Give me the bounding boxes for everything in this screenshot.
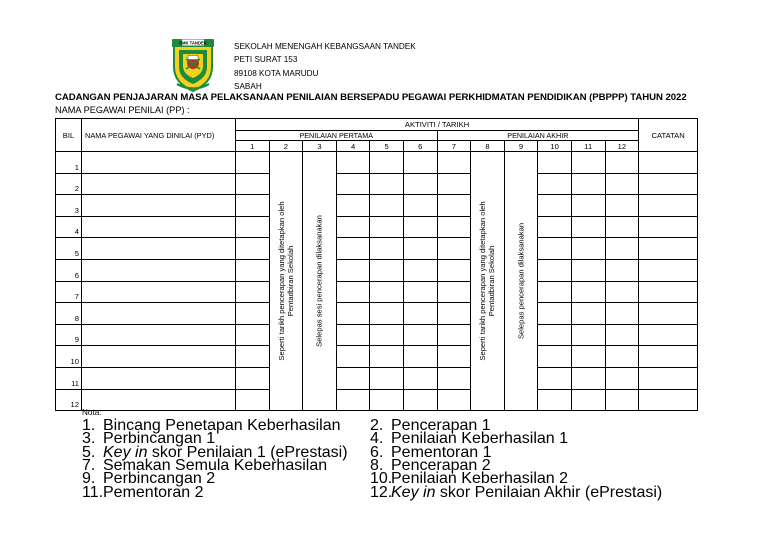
date-cell[interactable] xyxy=(236,281,270,303)
note-text: Penilaian Keberhasilan 2 xyxy=(391,470,569,488)
date-cell[interactable] xyxy=(336,303,370,325)
date-cell[interactable] xyxy=(437,259,471,281)
pyd-name-cell[interactable] xyxy=(82,367,236,389)
document-title: CADANGAN PENJAJARAN MASA PELAKSANAAN PENILAIAN BERSEPADU PEGAWAI PERKHIDMATAN PENDIDIKAN (PBPPP) TAHUN 2022 xyxy=(55,92,687,103)
date-cell[interactable] xyxy=(403,346,437,368)
date-cell[interactable] xyxy=(605,216,639,238)
catatan-cell[interactable] xyxy=(639,281,698,303)
date-cell[interactable] xyxy=(236,259,270,281)
table-row xyxy=(56,195,698,217)
column-number-4: 4 xyxy=(336,141,370,152)
date-cell[interactable] xyxy=(437,173,471,195)
date-cell[interactable] xyxy=(437,238,471,260)
date-cell[interactable] xyxy=(370,259,404,281)
date-cell[interactable] xyxy=(538,324,572,346)
date-cell[interactable] xyxy=(403,367,437,389)
school-crest-logo xyxy=(168,37,218,93)
row-number: 11 xyxy=(56,367,82,389)
date-cell[interactable] xyxy=(605,259,639,281)
date-cell[interactable] xyxy=(370,216,404,238)
date-cell[interactable] xyxy=(571,195,605,217)
note-text: skor Penilaian Akhir (ePrestasi) xyxy=(435,483,663,501)
date-cell[interactable] xyxy=(236,216,270,238)
date-cell[interactable] xyxy=(538,281,572,303)
date-cell[interactable] xyxy=(236,367,270,389)
catatan-cell[interactable] xyxy=(639,367,698,389)
row-number: 3 xyxy=(56,195,82,217)
date-cell[interactable] xyxy=(236,195,270,217)
date-cell[interactable] xyxy=(236,389,270,411)
vertical-text-line: Pentadbiran Sekolah xyxy=(285,245,295,317)
catatan-cell[interactable] xyxy=(639,152,698,174)
header-final-assessment: PENILAIAN AKHIR xyxy=(437,131,639,141)
date-cell[interactable] xyxy=(538,346,572,368)
note-text: Bincang Penetapan Keberhasilan xyxy=(103,417,341,434)
date-cell[interactable] xyxy=(370,346,404,368)
note-text: Perbincangan 1 xyxy=(103,430,216,448)
date-cell[interactable] xyxy=(336,238,370,260)
table-row xyxy=(56,216,698,238)
date-cell[interactable] xyxy=(403,259,437,281)
date-cell[interactable] xyxy=(437,346,471,368)
note-item xyxy=(82,483,204,501)
date-cell[interactable] xyxy=(336,195,370,217)
date-cell[interactable] xyxy=(370,389,404,411)
vertical-instruction-text xyxy=(517,223,526,339)
date-cell[interactable] xyxy=(605,324,639,346)
row-number: 10 xyxy=(56,346,82,368)
catatan-cell[interactable] xyxy=(639,238,698,260)
merged-note-column-2 xyxy=(269,152,303,411)
row-number: 1 xyxy=(56,152,82,174)
catatan-cell[interactable] xyxy=(639,259,698,281)
row-number: 7 xyxy=(56,281,82,303)
date-cell[interactable] xyxy=(571,238,605,260)
date-cell[interactable] xyxy=(571,216,605,238)
date-cell[interactable] xyxy=(571,303,605,325)
date-cell[interactable] xyxy=(538,238,572,260)
row-number: 4 xyxy=(56,216,82,238)
date-cell[interactable] xyxy=(403,389,437,411)
pyd-name-cell[interactable] xyxy=(82,152,236,174)
table-row xyxy=(56,346,698,368)
date-cell[interactable] xyxy=(538,303,572,325)
date-cell[interactable] xyxy=(571,324,605,346)
note-number: 5. xyxy=(82,443,96,461)
column-number-6: 6 xyxy=(403,141,437,152)
table-row xyxy=(56,367,698,389)
row-number: 8 xyxy=(56,303,82,325)
vertical-text-line: Pentadbiran Sekolah xyxy=(487,245,497,317)
table-row xyxy=(56,389,698,411)
date-cell[interactable] xyxy=(403,281,437,303)
merged-note-column-8 xyxy=(471,152,505,411)
note-text: Pencerapan 2 xyxy=(391,456,491,474)
date-cell[interactable] xyxy=(571,281,605,303)
date-cell[interactable] xyxy=(437,324,471,346)
table-row xyxy=(56,152,698,174)
date-cell[interactable] xyxy=(336,367,370,389)
date-cell[interactable] xyxy=(437,281,471,303)
row-number: 12 xyxy=(56,389,82,411)
vertical-text-line: Seperti tarikh pencerapan yang ditetapkan oleh xyxy=(276,201,286,361)
school-address xyxy=(234,40,416,94)
column-number-10: 10 xyxy=(538,141,572,152)
date-cell[interactable] xyxy=(336,259,370,281)
catatan-cell[interactable] xyxy=(639,216,698,238)
date-cell[interactable] xyxy=(370,152,404,174)
date-cell[interactable] xyxy=(403,152,437,174)
date-cell[interactable] xyxy=(236,238,270,260)
note-text: skor Penilaian 1 (ePrestasi) xyxy=(147,443,348,461)
pyd-name-cell[interactable] xyxy=(82,303,236,325)
merged-note-column-3 xyxy=(303,152,337,411)
school-name: SEKOLAH MENENGAH KEBANGSAAN TANDEK xyxy=(234,42,416,51)
date-cell[interactable] xyxy=(403,195,437,217)
column-number-7: 7 xyxy=(437,141,471,152)
vertical-text-line: Selepas pencerapan dilaksanakan xyxy=(516,223,526,340)
date-cell[interactable] xyxy=(605,346,639,368)
note-number: 11. xyxy=(82,483,104,501)
date-cell[interactable] xyxy=(571,152,605,174)
school-postcode-city: 89108 KOTA MARUDU xyxy=(234,68,319,78)
date-cell[interactable] xyxy=(336,173,370,195)
header-first-assessment: PENILAIAN PERTAMA xyxy=(236,131,438,141)
column-number-8: 8 xyxy=(471,141,505,152)
date-cell[interactable] xyxy=(403,303,437,325)
note-text: Pencerapan 1 xyxy=(391,417,491,434)
date-cell[interactable] xyxy=(437,303,471,325)
catatan-cell[interactable] xyxy=(639,389,698,411)
note-number: 12. xyxy=(370,483,393,501)
row-number: 5 xyxy=(56,238,82,260)
table-row xyxy=(56,259,698,281)
date-cell[interactable] xyxy=(403,238,437,260)
table-row xyxy=(56,281,698,303)
note-number: 6. xyxy=(370,443,384,461)
note-number: 2. xyxy=(370,417,384,434)
date-cell[interactable] xyxy=(236,152,270,174)
date-cell[interactable] xyxy=(605,367,639,389)
date-cell[interactable] xyxy=(538,259,572,281)
date-cell[interactable] xyxy=(538,152,572,174)
row-number: 9 xyxy=(56,324,82,346)
note-number: 8. xyxy=(370,456,384,474)
date-cell[interactable] xyxy=(403,324,437,346)
date-cell[interactable] xyxy=(336,324,370,346)
note-number: 7. xyxy=(82,456,96,474)
school-po-box: PETI SURAT 153 xyxy=(234,55,298,65)
date-cell[interactable] xyxy=(605,389,639,411)
header-catatan: CATATAN xyxy=(639,119,698,152)
catatan-cell[interactable] xyxy=(639,324,698,346)
column-number-2: 2 xyxy=(269,141,303,152)
note-text: Pementoran 1 xyxy=(391,443,492,461)
date-cell[interactable] xyxy=(336,389,370,411)
pyd-name-cell[interactable] xyxy=(82,281,236,303)
date-cell[interactable] xyxy=(605,238,639,260)
catatan-cell[interactable] xyxy=(639,303,698,325)
catatan-cell[interactable] xyxy=(639,173,698,195)
date-cell[interactable] xyxy=(571,346,605,368)
date-cell[interactable] xyxy=(403,173,437,195)
note-text: Semakan Semula Keberhasilan xyxy=(103,456,328,474)
note-number: 4. xyxy=(370,430,384,448)
note-text: Perbincangan 2 xyxy=(103,470,216,488)
date-cell[interactable] xyxy=(336,281,370,303)
date-cell[interactable] xyxy=(437,195,471,217)
date-cell[interactable] xyxy=(437,216,471,238)
date-cell[interactable] xyxy=(605,281,639,303)
note-text: Penilaian Keberhasilan 1 xyxy=(391,430,569,448)
note-text: Pementoran 2 xyxy=(103,483,204,501)
note-item xyxy=(370,483,663,501)
date-cell[interactable] xyxy=(437,389,471,411)
vertical-instruction-text xyxy=(315,215,324,347)
table-row xyxy=(56,303,698,325)
date-cell[interactable] xyxy=(538,195,572,217)
svg-text:SMK TANDEK: SMK TANDEK xyxy=(179,40,207,46)
pyd-name-cell[interactable] xyxy=(82,389,236,411)
pyd-name-cell[interactable] xyxy=(82,195,236,217)
table-row xyxy=(56,324,698,346)
date-cell[interactable] xyxy=(370,281,404,303)
column-number-12: 12 xyxy=(605,141,639,152)
pyd-name-cell[interactable] xyxy=(82,216,236,238)
date-cell[interactable] xyxy=(538,389,572,411)
date-cell[interactable] xyxy=(571,259,605,281)
evaluator-name-label: NAMA PEGAWAI PENILAI (PP) : xyxy=(55,105,190,115)
pyd-name-cell[interactable] xyxy=(82,346,236,368)
note-emphasis: Key in xyxy=(391,483,436,501)
date-cell[interactable] xyxy=(437,367,471,389)
catatan-cell[interactable] xyxy=(639,346,698,368)
date-cell[interactable] xyxy=(605,173,639,195)
date-cell[interactable] xyxy=(236,324,270,346)
note-emphasis: Key in xyxy=(103,443,148,461)
note-number: 3. xyxy=(82,430,96,448)
header-bil: BIL xyxy=(56,119,82,152)
date-cell[interactable] xyxy=(605,195,639,217)
header-pyd-name: NAMA PEGAWAI YANG DINILAI (PYD) xyxy=(82,119,236,152)
date-cell[interactable] xyxy=(370,195,404,217)
date-cell[interactable] xyxy=(538,216,572,238)
note-number: 9. xyxy=(82,470,96,488)
date-cell[interactable] xyxy=(370,238,404,260)
date-cell[interactable] xyxy=(370,173,404,195)
column-number-1: 1 xyxy=(236,141,270,152)
date-cell[interactable] xyxy=(538,367,572,389)
note-number: 10. xyxy=(370,470,393,488)
date-cell[interactable] xyxy=(370,303,404,325)
pyd-name-cell[interactable] xyxy=(82,173,236,195)
date-cell[interactable] xyxy=(605,303,639,325)
pyd-name-cell[interactable] xyxy=(82,259,236,281)
notes-heading: Nota: xyxy=(82,408,102,417)
catatan-cell[interactable] xyxy=(639,195,698,217)
date-cell[interactable] xyxy=(236,303,270,325)
school-state: SABAH xyxy=(234,82,262,92)
date-cell[interactable] xyxy=(336,346,370,368)
vertical-instruction-text xyxy=(277,201,295,360)
column-number-5: 5 xyxy=(370,141,404,152)
merged-note-column-9 xyxy=(504,152,538,411)
column-number-3: 3 xyxy=(303,141,337,152)
date-cell[interactable] xyxy=(571,367,605,389)
note-number: 1. xyxy=(82,417,96,434)
row-number: 6 xyxy=(56,259,82,281)
row-number: 2 xyxy=(56,173,82,195)
date-cell[interactable] xyxy=(236,346,270,368)
pyd-name-cell[interactable] xyxy=(82,238,236,260)
date-cell[interactable] xyxy=(571,389,605,411)
date-cell[interactable] xyxy=(437,152,471,174)
date-cell[interactable] xyxy=(370,324,404,346)
date-cell[interactable] xyxy=(605,152,639,174)
vertical-text-line: Seperti tarikh pencerapan yang ditetapkan oleh xyxy=(478,201,488,361)
date-cell[interactable] xyxy=(370,367,404,389)
date-cell[interactable] xyxy=(336,216,370,238)
schedule-table xyxy=(55,118,698,411)
column-number-9: 9 xyxy=(504,141,538,152)
vertical-text-line: Selepas sesi pencerapan dilaksanakan xyxy=(314,215,324,347)
header-activity-date: AKTIVITI / TARIKH xyxy=(236,119,639,131)
date-cell[interactable] xyxy=(336,152,370,174)
column-number-11: 11 xyxy=(571,141,605,152)
date-cell[interactable] xyxy=(571,173,605,195)
date-cell[interactable] xyxy=(236,173,270,195)
pyd-name-cell[interactable] xyxy=(82,324,236,346)
vertical-instruction-text xyxy=(478,201,496,360)
table-row xyxy=(56,238,698,260)
table-row xyxy=(56,173,698,195)
date-cell[interactable] xyxy=(538,173,572,195)
date-cell[interactable] xyxy=(403,216,437,238)
